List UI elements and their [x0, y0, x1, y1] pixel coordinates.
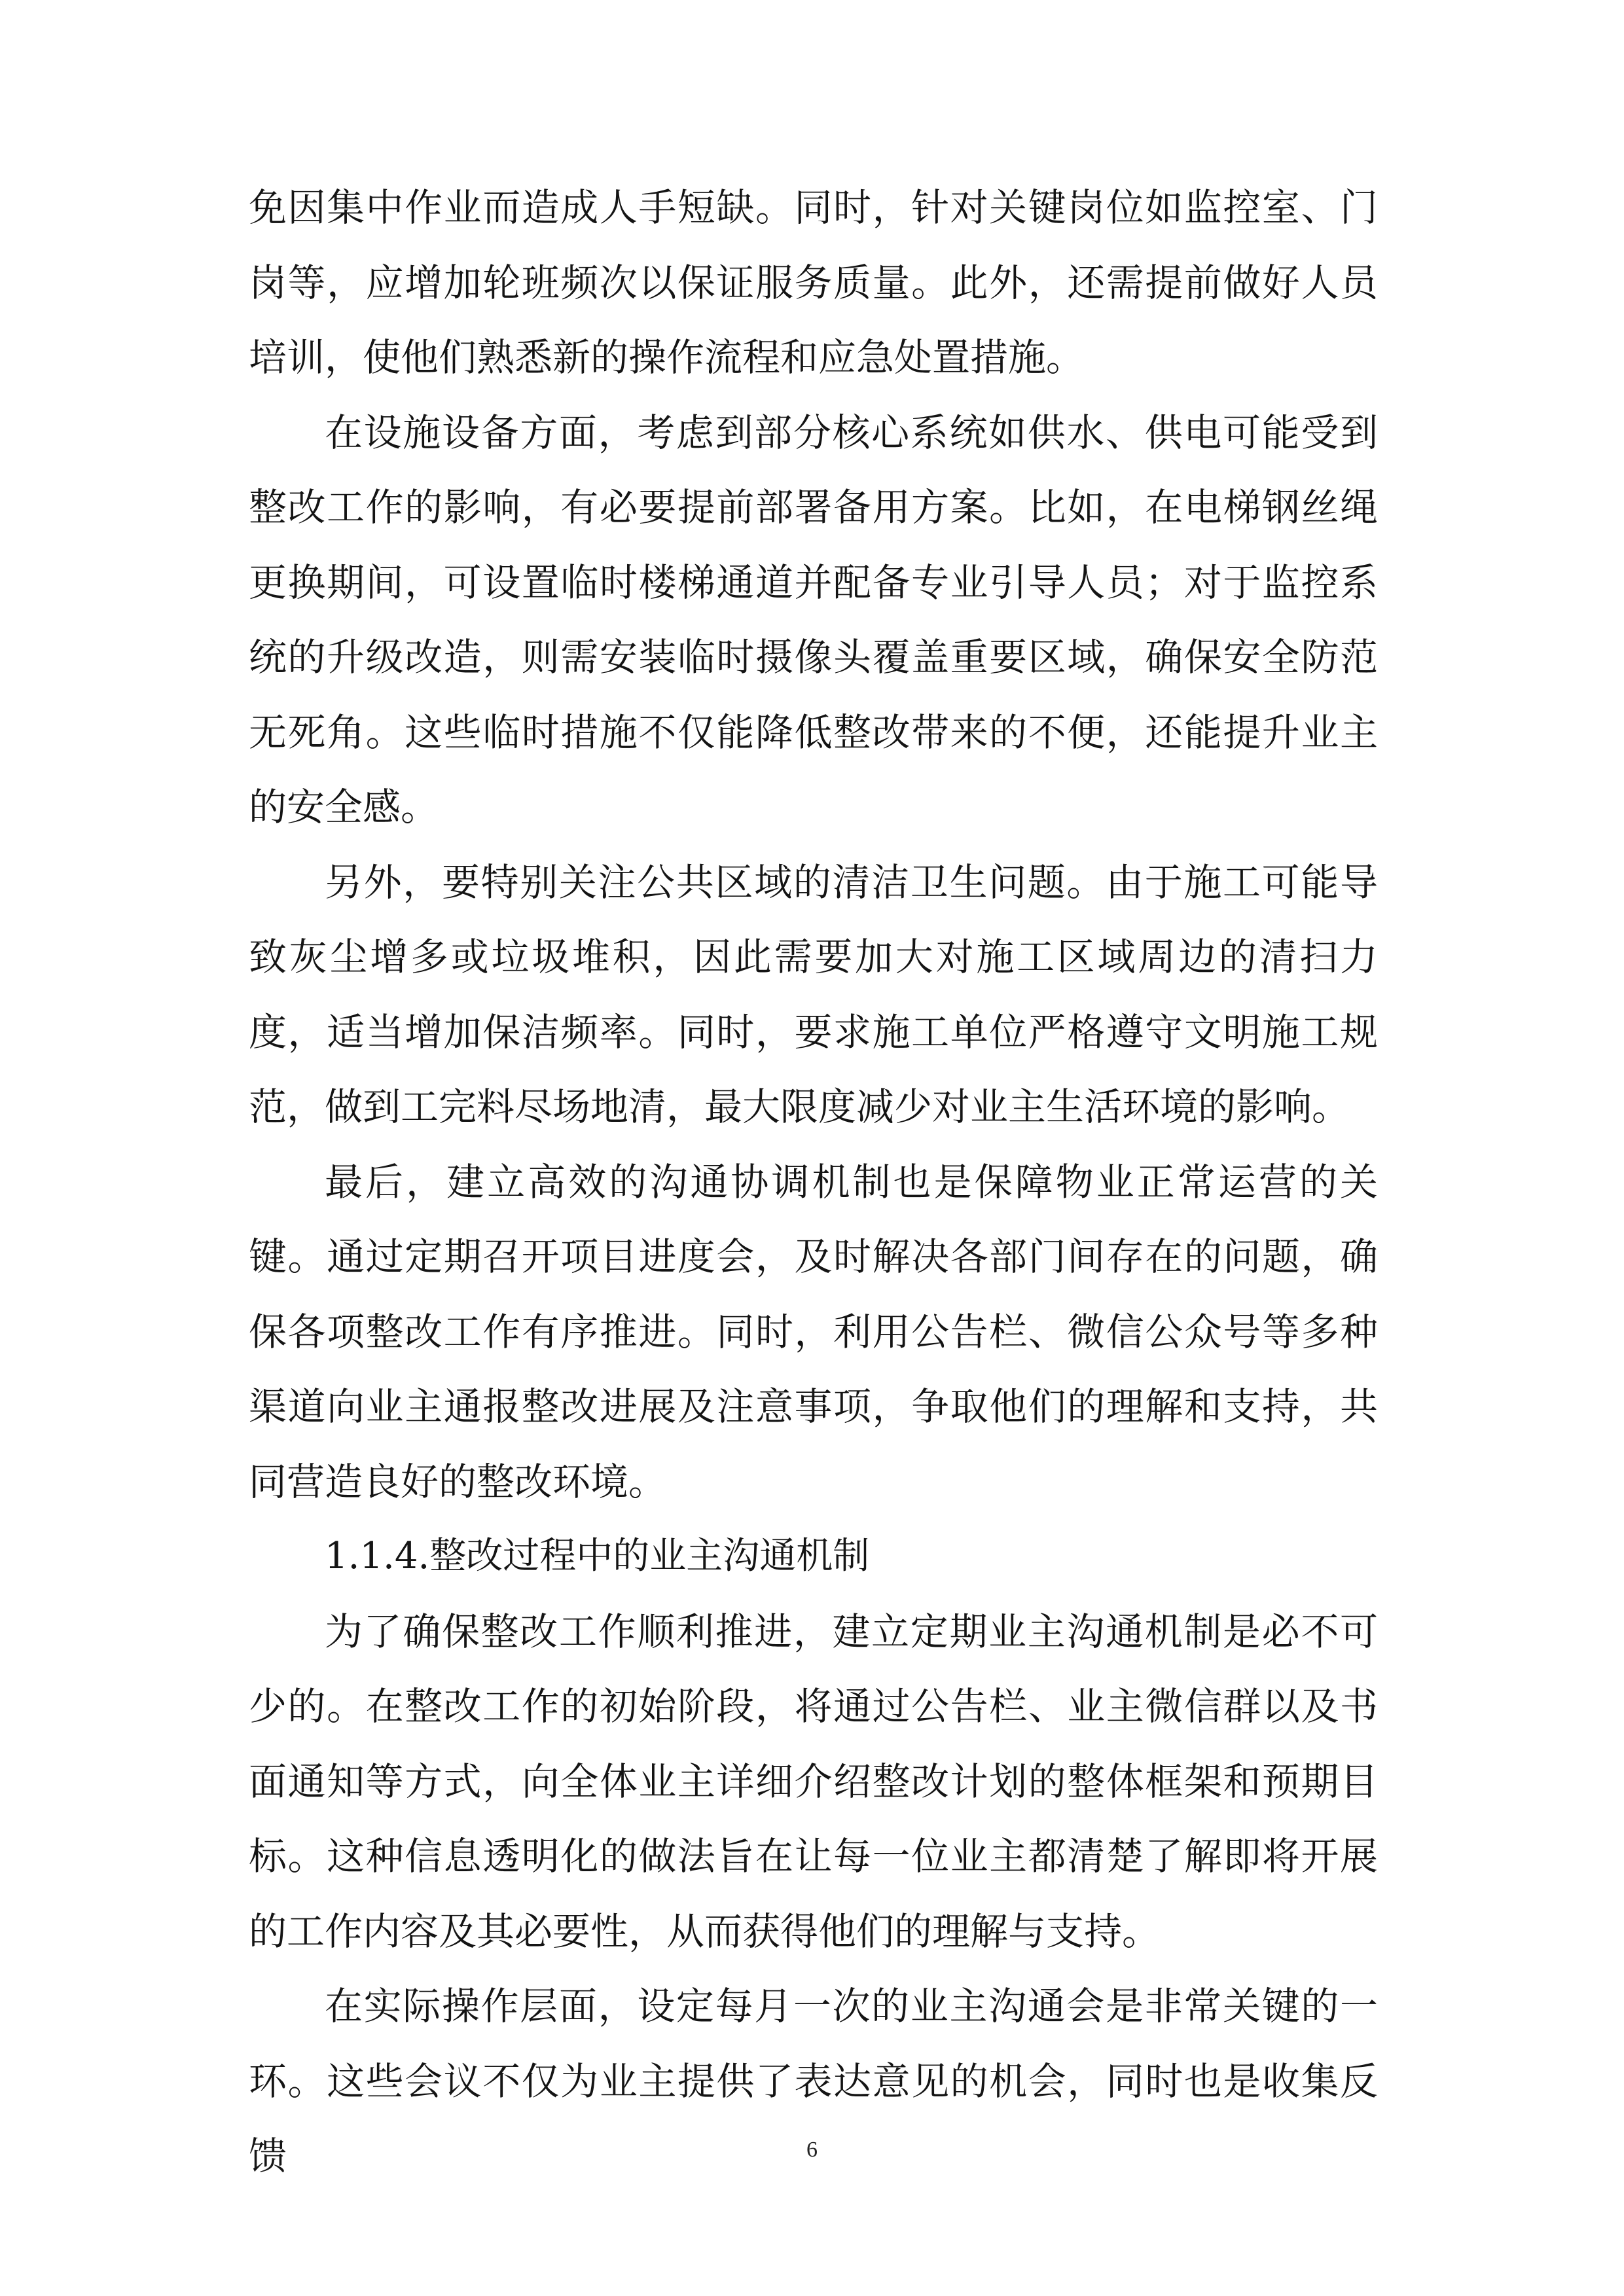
- section-heading: 1.1.4.整改过程中的业主沟通机制: [325, 1535, 870, 1577]
- paragraph-coordination: 最后，建立高效的沟通协调机制也是保障物业正常运营的关键。通过定期召开项目进度会，及时解决各部门间存在的问题，确保各项整改工作有序推进。同时，利用公告栏、微信公众号等多种渠道向业主通报整改进展及注意事项，争取他们的理解和支持，共同营造良好的整改环境。: [249, 1159, 1378, 1504]
- document-body: [249, 170, 1378, 2194]
- paragraph-communication-intro: 为了确保整改工作顺利推进，建立定期业主沟通机制是必不可少的。在整改工作的初始阶段，将通过公告栏、业主微信群以及书面通知等方式，向全体业主详细介绍整改计划的整体框架和预期目标。这种信息透明化的做法旨在让每一位业主都清楚了解即将开展的工作内容及其必要性，从而获得他们的理解与支持。: [249, 1609, 1378, 1954]
- paragraph-facilities: 在设施设备方面，考虑到部分核心系统如供水、供电可能受到整改工作的影响，有必要提前部署备用方案。比如，在电梯钢丝绳更换期间，可设置临时楼梯通道并配备专业引导人员；对于监控系统的升级改造，则需安装临时摄像头覆盖重要区域，确保安全防范无死角。这些临时措施不仅能降低整改带来的不便，还能提升业主的安全感。: [249, 410, 1378, 829]
- page-number: 6: [806, 2138, 818, 2162]
- paragraph-cleaning: 另外，要特别关注公共区域的清洁卫生问题。由于施工可能导致灰尘增多或垃圾堆积，因此需要加大对施工区域周边的清扫力度，适当增加保洁频率。同时，要求施工单位严格遵守文明施工规范，做到工完料尽场地清，最大限度减少对业主生活环境的影响。: [249, 859, 1378, 1129]
- paragraph-monthly-meeting: 在实际操作层面，设定每月一次的业主沟通会是非常关键的一环。这些会议不仅为业主提供了表达意见的机会，同时也是收集反馈: [249, 1984, 1378, 2178]
- paragraph-staffing-continued: 免因集中作业而造成人手短缺。同时，针对关键岗位如监控室、门岗等，应增加轮班频次以保证服务质量。此外，还需提前做好人员培训，使他们熟悉新的操作流程和应急处置措施。: [249, 185, 1378, 380]
